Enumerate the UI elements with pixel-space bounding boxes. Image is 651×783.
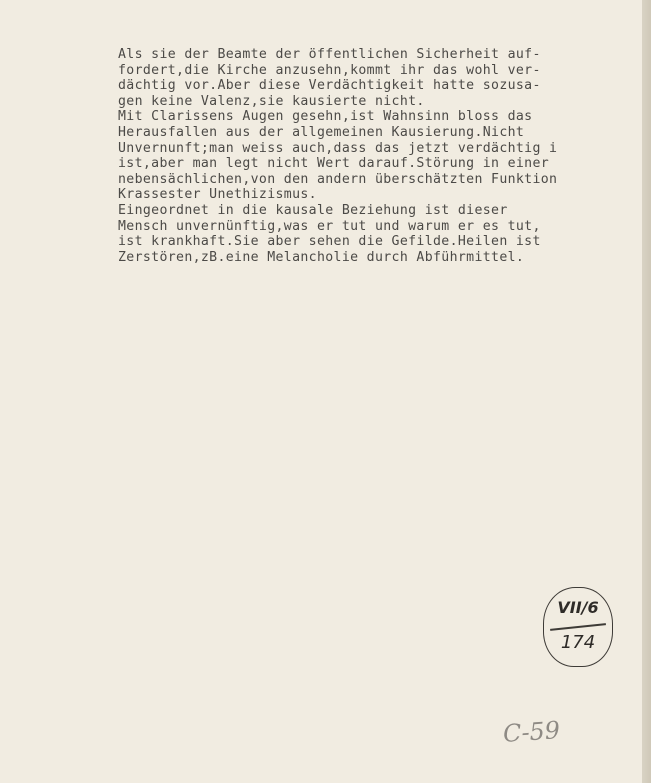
stamp-page-number: 174 (560, 632, 596, 653)
text-line: Herausfallen aus der allgemeinen Kausierung.Nicht (118, 124, 525, 140)
text-line: ist,aber man legt nicht Wert darauf.Störung in einer (118, 156, 550, 172)
text-line: Zerstören,zB.eine Melancholie durch Abführmittel. (118, 249, 525, 265)
stamp-folder-number: VII/6 (557, 598, 599, 617)
stamp-divider (550, 623, 606, 630)
text-line: Als sie der Beamte der öffentlichen Sicherheit auf- (118, 47, 541, 62)
text-line: fordert,die Kirche anzusehn,kommt ihr das wohl ver- (118, 62, 541, 78)
text-line: Mit Clarissens Augen gesehn,ist Wahnsinn bloss das (118, 109, 533, 125)
text-line: nebensächlichen,von den andern überschätzten Funktion (118, 171, 558, 187)
archive-stamp (543, 587, 613, 667)
text-line: Eingeordnet in die kausale Beziehung ist dieser (118, 202, 508, 218)
text-line: Unvernunft;man weiss auch,dass das jetzt verdächtig i (118, 140, 558, 156)
typescript-text (118, 47, 651, 265)
text-line: gen keine Valenz,sie kausierte nicht. (118, 93, 425, 109)
text-line: dächtig vor.Aber diese Verdächtigkeit hatte sozusa- (118, 78, 541, 94)
text-line: Mensch unvernünftig,was er tut und warum er es tut, (118, 218, 541, 234)
pencil-annotation: C-59 (502, 716, 561, 748)
text-line: ist krankhaft.Sie aber sehen die Gefilde.Heilen ist (118, 234, 541, 250)
text-line: Krassester Unethizismus. (118, 187, 317, 203)
